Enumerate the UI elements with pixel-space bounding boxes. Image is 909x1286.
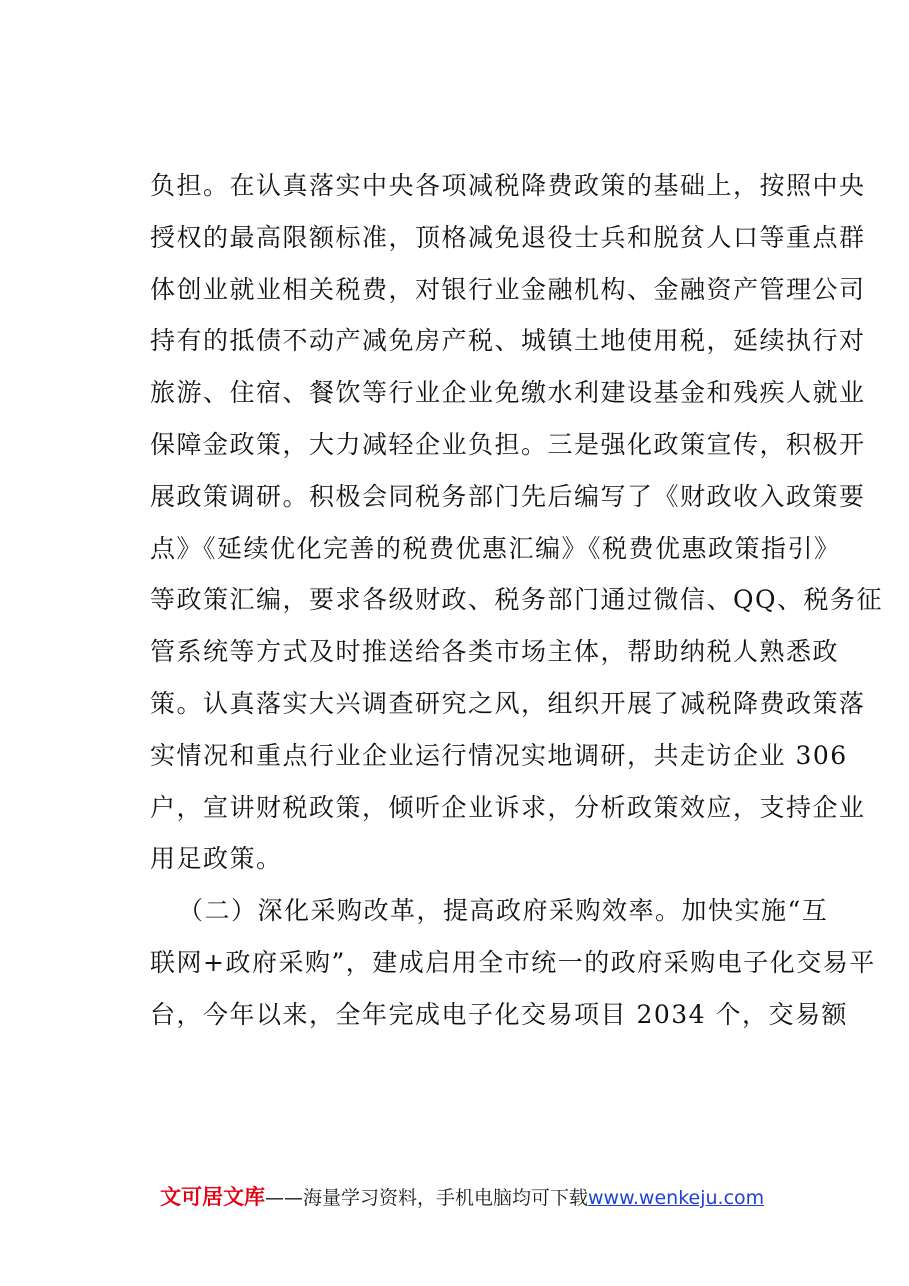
body-text — [150, 160, 883, 1041]
text-line: 旅游、住宿、餐饮等行业企业免缴水利建设基金和残疾人就业 — [150, 378, 866, 408]
text-line: 实情况和重点行业企业运行情况实地调研，共走访企业 306 — [150, 740, 848, 770]
text-line: 管系统等方式及时推送给各类市场主体，帮助纳税人熟悉政 — [150, 637, 840, 667]
section-heading-line: （二）深化采购改革，提高政府采购效率。加快实施“互 — [178, 896, 829, 926]
text-line: 策。认真落实大兴调查研究之风，组织开展了减税降费政策落 — [150, 688, 866, 718]
text-line: 点》《延续优化完善的税费优惠汇编》《税费优惠政策指引》 — [150, 533, 841, 563]
footer-tagline: ——海量学习资料，手机电脑均可下载 — [265, 1187, 589, 1209]
text-line: 授权的最高限额标准，顶格减免退役士兵和脱贫人口等重点群 — [150, 222, 866, 252]
text-line: 展政策调研。积极会同税务部门先后编写了《财政收入政策要 — [150, 481, 866, 511]
text-line: 用足政策。 — [150, 844, 283, 874]
text-line: 台，今年以来，全年完成电子化交易项目 2034 个，交易额 — [150, 999, 849, 1029]
website-link[interactable]: www.wenkeju.com — [588, 1187, 765, 1209]
text-line: 体创业就业相关税费，对银行业金融机构、金融资产管理公司 — [150, 274, 866, 304]
brand-name: 文可居文库 — [160, 1185, 265, 1209]
text-line: 持有的抵债不动产减免房产税、城镇土地使用税，延续执行对 — [150, 326, 866, 356]
text-line: 等政策汇编，要求各级财政、税务部门通过微信、QQ、税务征 — [150, 585, 883, 615]
text-line: 保障金政策，大力减轻企业负担。三是强化政策宣传，积极开 — [150, 429, 866, 459]
text-line: 负担。在认真落实中央各项减税降费政策的基础上，按照中央 — [150, 171, 866, 200]
text-line: 联网+政府采购”，建成启用全市统一的政府采购电子化交易平 — [150, 947, 876, 977]
text-line: 户，宣讲财税政策，倾听企业诉求，分析政策效应，支持企业 — [150, 792, 866, 822]
footer-banner — [160, 1183, 860, 1212]
